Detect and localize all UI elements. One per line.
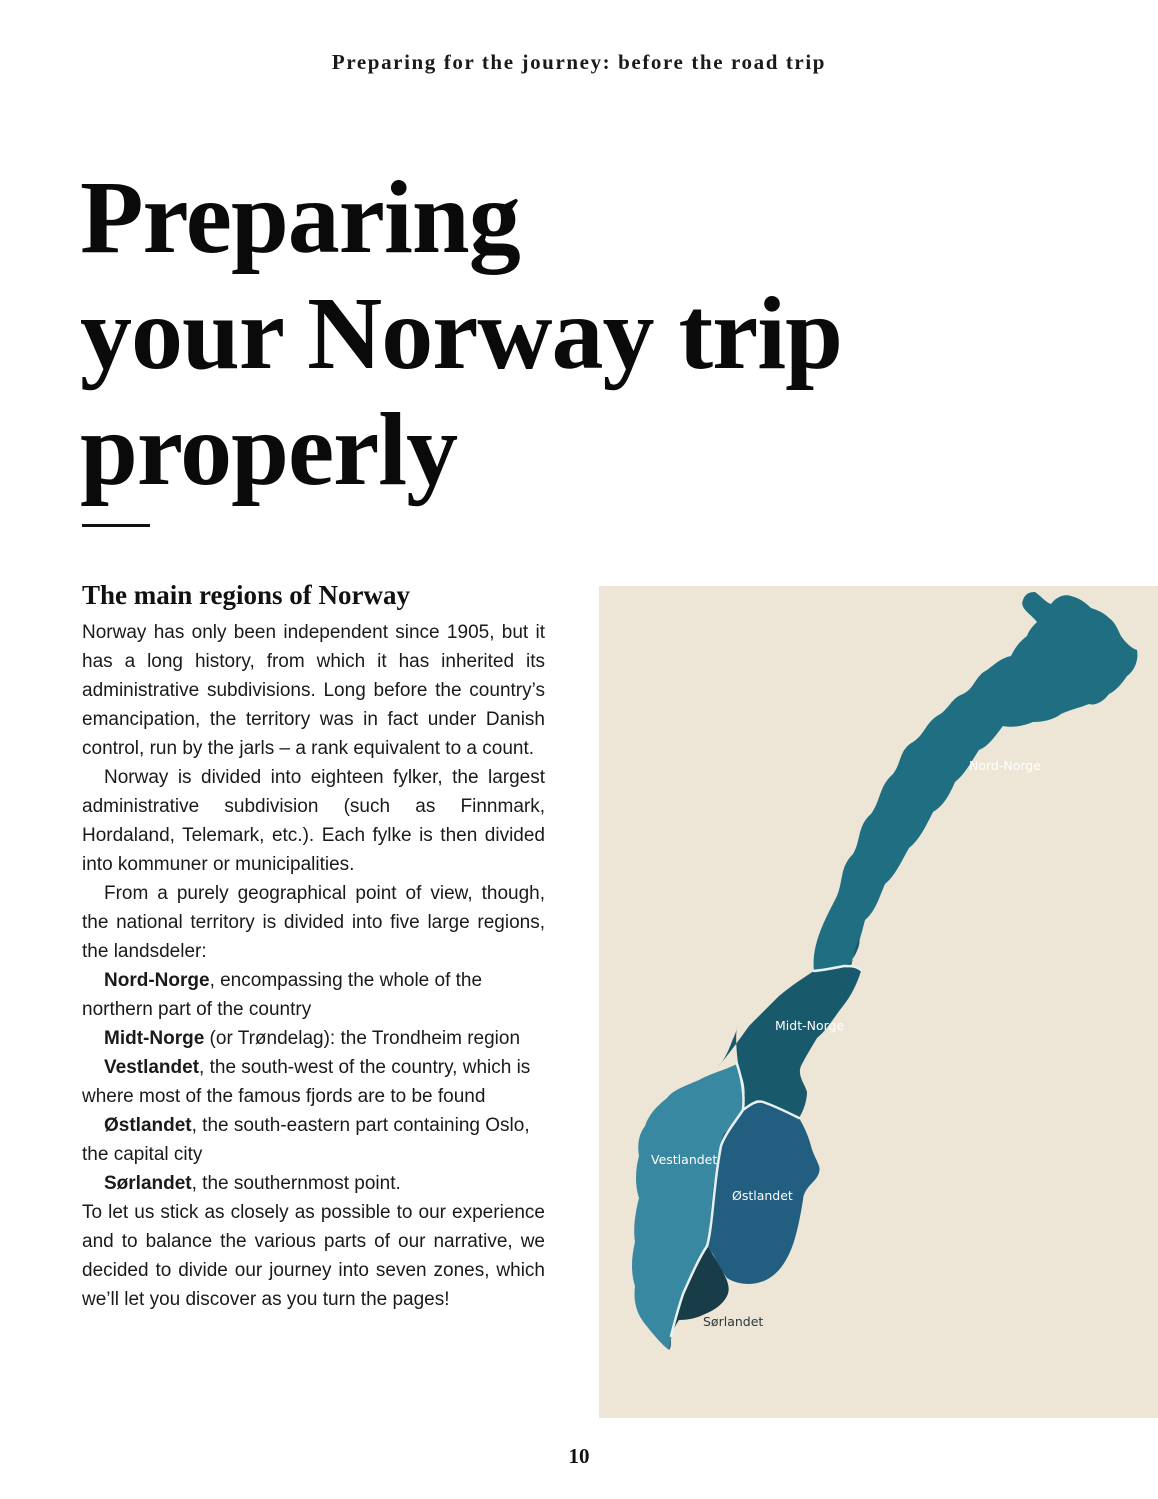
region-name: Sørlandet (104, 1173, 192, 1194)
region-item-nord-norge (82, 966, 545, 1024)
norway-regions-map (599, 586, 1158, 1418)
region-item-vestlandet (82, 1053, 545, 1111)
map-label-vestlandet: Vestlandet (651, 1152, 718, 1167)
map-label-midt-norge: Midt-Norge (775, 1018, 845, 1033)
region-description: , the south-eastern part containing Oslo, the capital city (82, 1115, 530, 1165)
running-header: Preparing for the journey: before the road trip (331, 50, 827, 74)
map-label-nord-norge: Nord-Norge (969, 758, 1041, 773)
region-description: , encompassing the whole of the northern part of the country (82, 970, 483, 1020)
norway-map-panel (599, 586, 1158, 1418)
section-heading: The main regions of Norway (82, 580, 410, 610)
region-item-ostlandet (82, 1111, 545, 1169)
map-label-sorlandet: Sørlandet (703, 1314, 764, 1329)
region-name: Østlandet (104, 1115, 192, 1136)
paragraph: Norway has only been independent since 1905, but it has a long history, from which it has inherited its administrative subdivisions. Long before the country’s emancipation, the territory was in fact under Danish control, run by the jarls – a rank equivalent to a count. (82, 622, 545, 759)
region-description: , the southernmost point. (191, 1173, 401, 1194)
region-name: Nord-Norge (104, 970, 210, 991)
page-number: 10 (568, 1444, 590, 1468)
region-description: (or Trøndelag): the Trondheim region (204, 1028, 521, 1049)
paragraph: From a purely geographical point of view, though, the national territory is divided into five large regions, the landsdeler: (82, 883, 545, 962)
region-description: , the south-west of the country, which is where most of the famous fjords are to be found (82, 1057, 531, 1107)
map-label-ostlandet: Østlandet (732, 1188, 793, 1203)
region-name: Vestlandet (104, 1057, 200, 1078)
body-text (82, 618, 545, 1314)
region-name: Midt-Norge (104, 1028, 205, 1049)
region-item-sorlandet (82, 1169, 545, 1198)
title-divider (82, 524, 150, 527)
map-region-nord-norge (814, 592, 1138, 971)
title-line: Preparing (80, 160, 520, 275)
region-item-midt-norge (82, 1024, 545, 1053)
title-line: properly (80, 392, 458, 507)
paragraph: To let us stick as closely as possible to our experience and to balance the various parts of our narrative, we decided to divide our journey into seven zones, which we’ll let you discover as you turn the pages! (82, 1202, 545, 1310)
title-line: your Norway trip (80, 276, 843, 391)
paragraph: Norway is divided into eighteen fylker, the largest administrative subdivision (such as Finnmark, Hordaland, Telemark, etc.). Each fylke is then divided into kommuner or municipalities. (82, 767, 545, 875)
page-title (80, 160, 980, 508)
